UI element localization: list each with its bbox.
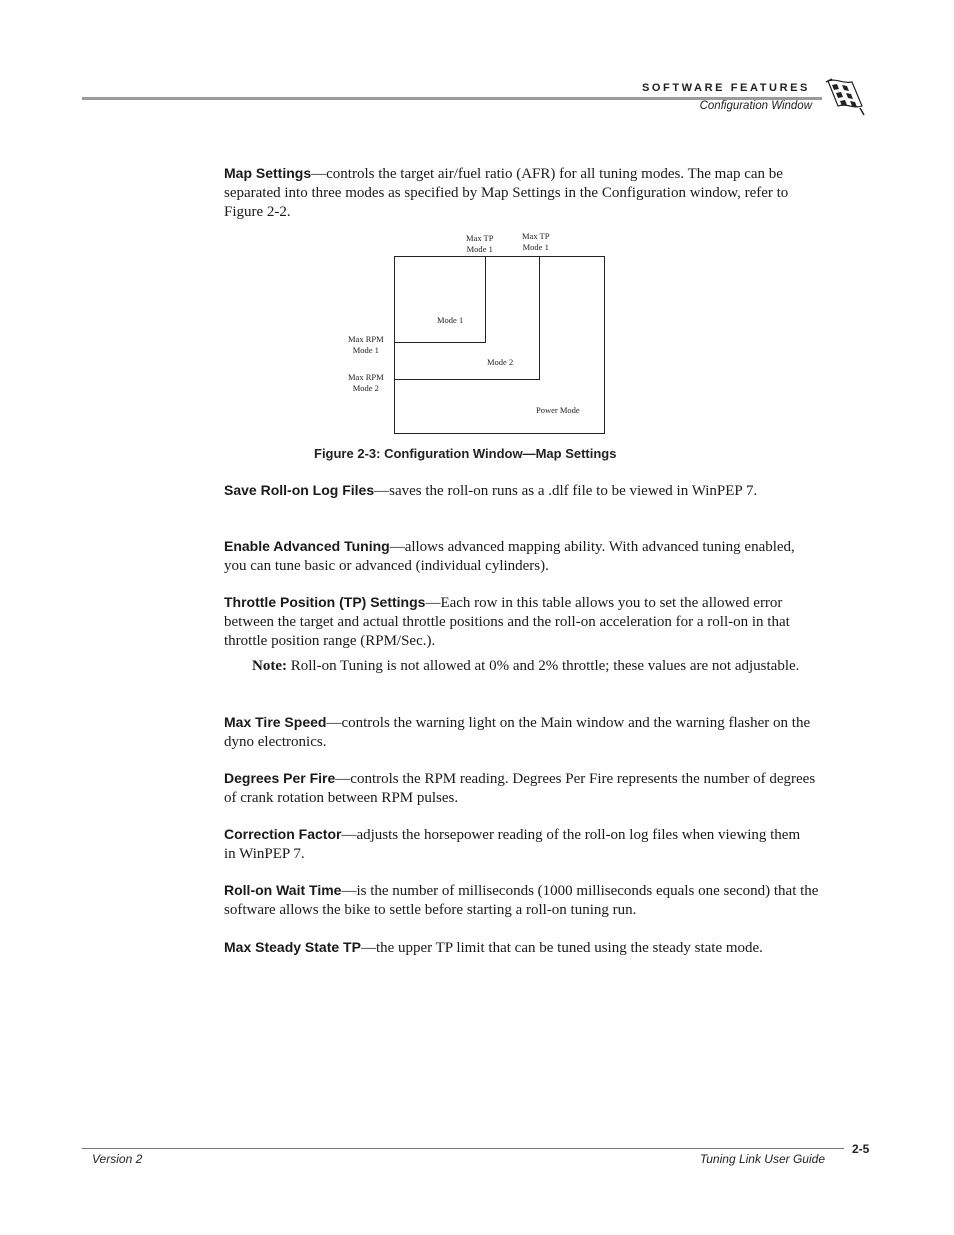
- max-rpm-mode2-label: [348, 372, 384, 394]
- paragraph-degrees-per-fire: [224, 769, 820, 808]
- term-degrees-per-fire: Degrees Per Fire: [224, 770, 336, 786]
- max-rpm-mode1-line2: Mode 1: [352, 345, 379, 355]
- term-max-steady-state: Max Steady State TP: [224, 939, 361, 955]
- paragraph-map-settings: [224, 164, 814, 222]
- mode2-vertical-boundary: [539, 256, 540, 380]
- paragraph-throttle-position: [224, 593, 814, 651]
- text-correction-factor: —adjusts the horsepower reading of the roll-on log files when viewing them in WinPEP 7.: [224, 827, 801, 862]
- max-rpm-mode2-line1: Max RPM: [348, 372, 384, 382]
- text-enable-advanced: —allows advanced mapping ability. With advanced tuning enabled, you can tune basic or advanced (individual cylinders).: [224, 539, 795, 574]
- map-settings-diagram: [340, 228, 620, 438]
- page-number: 2-5: [852, 1142, 870, 1156]
- paragraph-correction-factor: [224, 825, 814, 864]
- mode2-region-label: Mode 2: [487, 357, 514, 367]
- mode1-horizontal-boundary: [394, 342, 486, 343]
- header-divider: [82, 97, 822, 100]
- figure-caption: Figure 2-3: Configuration Window—Map Settings: [314, 446, 617, 461]
- max-rpm-mode2-line2: Mode 2: [352, 383, 379, 393]
- max-tp-label-b-line1: Max TP: [522, 231, 550, 241]
- note-label: Note:: [252, 658, 287, 674]
- max-tp-mode1-label-a: [466, 233, 493, 255]
- text-rollon-wait: —is the number of milliseconds (1000 milliseconds equals one second) that the software allows the bike to settle before starting a roll-on tuning run.: [224, 883, 819, 918]
- term-save-rollon: Save Roll-on Log Files: [224, 482, 375, 498]
- mode2-horizontal-boundary: [394, 379, 540, 380]
- max-tp-label-a-line1: Max TP: [466, 233, 494, 243]
- checkered-flag-icon: [822, 76, 866, 116]
- term-throttle-position: Throttle Position (TP) Settings: [224, 594, 426, 610]
- paragraph-rollon-wait: [224, 881, 820, 920]
- text-save-rollon: —saves the roll-on runs as a .dlf file to be viewed in WinPEP 7.: [374, 483, 758, 499]
- max-rpm-mode1-label: [348, 334, 384, 356]
- max-rpm-mode1-line1: Max RPM: [348, 334, 384, 344]
- term-enable-advanced: Enable Advanced Tuning: [224, 538, 390, 554]
- section-subtitle: Configuration Window: [699, 100, 812, 112]
- paragraph-max-tire-speed: [224, 713, 814, 752]
- paragraph-max-steady-state: [224, 938, 814, 958]
- text-map-settings: —controls the target air/fuel ratio (AFR) for all tuning modes. The map can be separated into three modes as specified by Map Settings in the Configuration window, refer to Figure 2-2.: [224, 166, 789, 220]
- footer-guide-title: Tuning Link User Guide: [699, 1152, 825, 1166]
- footer-divider: [82, 1148, 844, 1149]
- text-throttle-position: —Each row in this table allows you to set the allowed error between the target and actual throttle positions and the roll-on acceleration for a roll-on in that throttle position range (RPM/Sec.).: [224, 595, 790, 649]
- max-tp-mode1-label-b: [522, 231, 549, 253]
- term-rollon-wait: Roll-on Wait Time: [224, 882, 342, 898]
- text-degrees-per-fire: —controls the RPM reading. Degrees Per Fire represents the number of degrees of crank rotation between RPM pulses.: [224, 771, 816, 806]
- text-max-steady-state: —the upper TP limit that can be tuned using the steady state mode.: [360, 940, 763, 956]
- note-paragraph: [252, 657, 812, 676]
- mode1-vertical-boundary: [485, 256, 486, 343]
- term-map-settings: Map Settings: [224, 165, 312, 181]
- footer-version: Version 2: [92, 1152, 143, 1166]
- section-title: SOFTWARE FEATURES: [641, 82, 810, 94]
- paragraph-save-rollon: [224, 481, 784, 501]
- term-max-tire-speed: Max Tire Speed: [224, 714, 327, 730]
- max-tp-label-b-line2: Mode 1: [522, 242, 549, 252]
- power-mode-region-label: Power Mode: [536, 405, 580, 415]
- text-max-tire-speed: —controls the warning light on the Main window and the warning flasher on the dyno electronics.: [224, 715, 811, 750]
- note-text: Roll-on Tuning is not allowed at 0% and 2% throttle; these values are not adjustable.: [286, 658, 800, 674]
- term-correction-factor: Correction Factor: [224, 826, 342, 842]
- mode1-region-label: Mode 1: [437, 315, 464, 325]
- max-tp-label-a-line2: Mode 1: [466, 244, 493, 254]
- paragraph-enable-advanced: [224, 537, 814, 576]
